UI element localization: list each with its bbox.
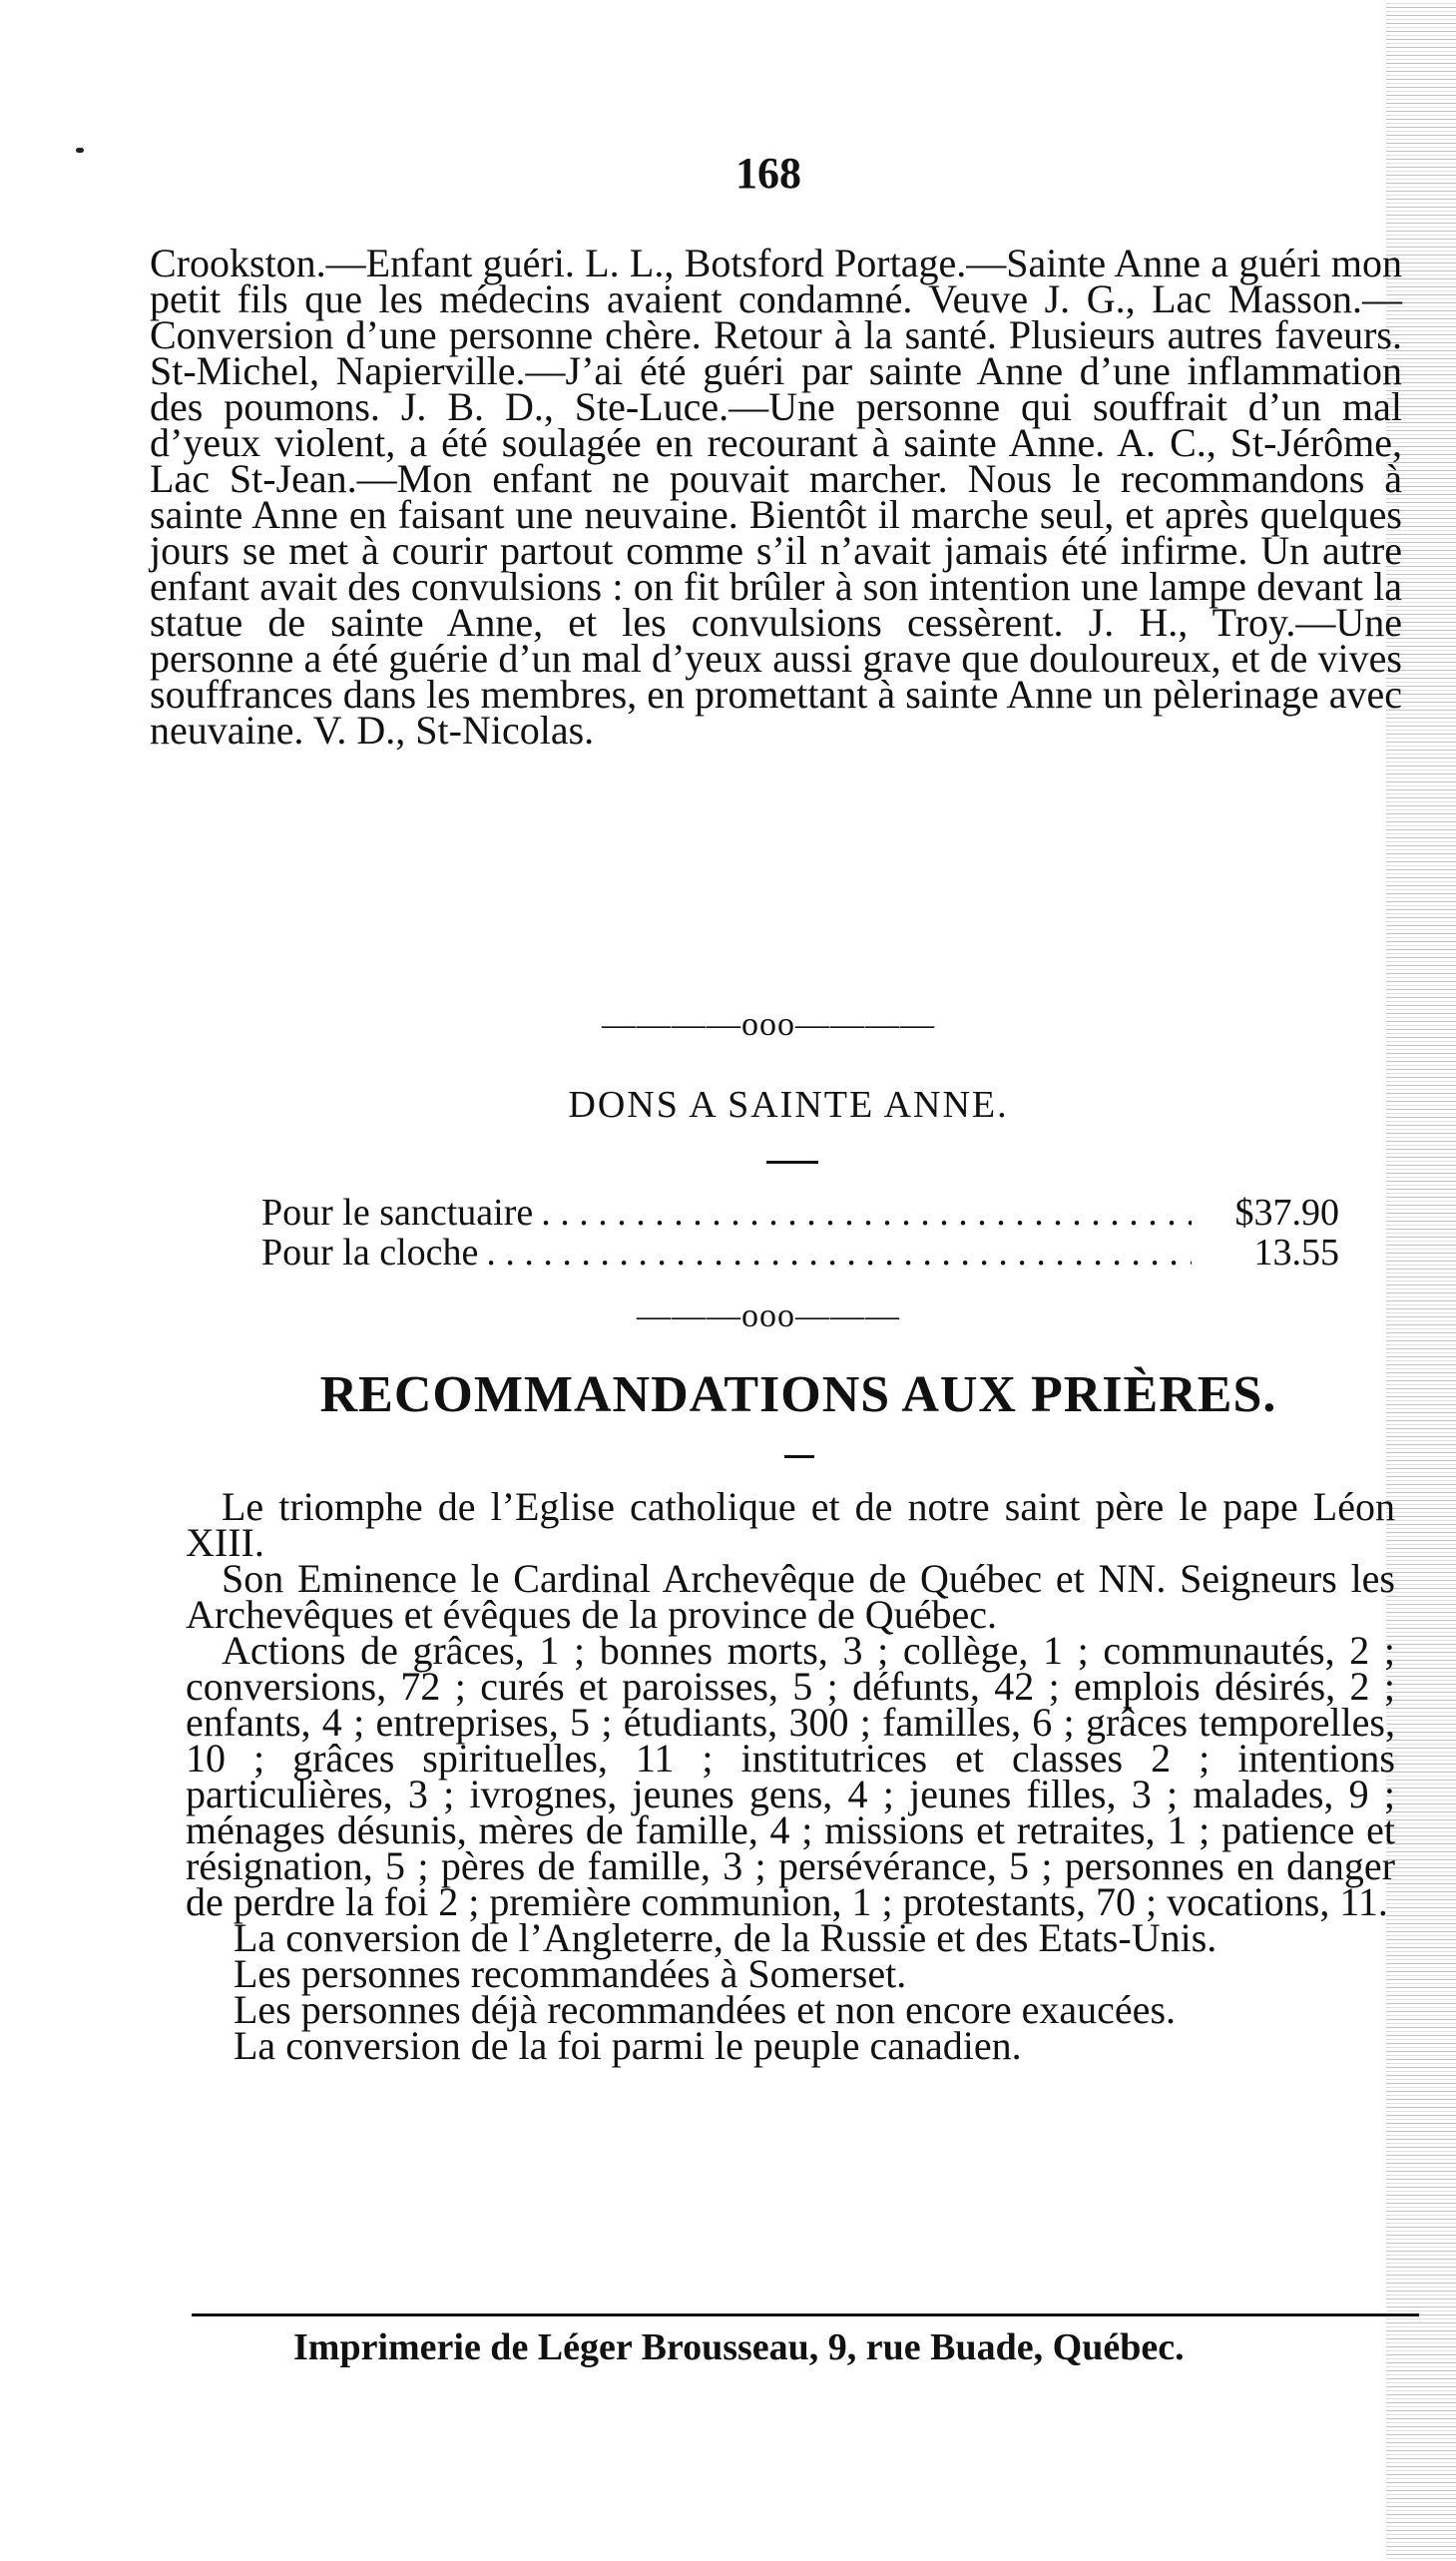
page-number: 168 xyxy=(735,149,801,198)
dons-amount: 13.55 xyxy=(1253,1232,1339,1274)
separator-ornament: ———ooo——— xyxy=(637,1297,900,1334)
leader-dots xyxy=(486,1233,1192,1273)
recommandation-paragraph: La conversion de l’Angleterre, de la Russie et des Etats-Unis. xyxy=(234,1915,1217,1960)
recommandations-heading: RECOMMANDATIONS AUX PRIÈRES. xyxy=(319,1366,1277,1423)
printer-imprint: Imprimerie de Léger Brousseau, 9, rue Buade, Québec. xyxy=(293,2326,1185,2368)
recommandation-paragraph: Actions de grâces, 1 ; bonnes morts, 3 ; collège, 1 ; communautés, 2 ; conversions, 72 ; curés et paroisses, 5 ; défunts, 42 ; emplois désirés, 2 ; enfants, 4 ; entreprises, 5 ; étudiants, 300 ; familles, 6 ; grâces temporelles, 10 ; grâces spirituelles, 11 ; institutrices et classes 2 ; intentions particulières, 3 ; ivrognes, jeunes gens, 4 ; jeunes filles, 3 ; malades, 9 ; ménages désunis, mères de famille, 4 ; missions et retraites, 1 ; patience et résignation, 5 ; pères de famille, 3 ; persévérance, 5 ; personnes en danger de perdre la foi 2 ; première communion, 1 ; protestants, 70 ; vocations, 11. xyxy=(186,1628,1395,1924)
testimonials-paragraph xyxy=(150,241,1402,753)
dons-row xyxy=(261,1233,1339,1273)
recommandation-paragraph: Son Eminence le Cardinal Archevêque de Québec et NN. Seigneurs les Archevêques et évêques de la province de Québec. xyxy=(186,1556,1395,1637)
recommandation-paragraph: Les personnes déjà recommandées et non encore exaucées. xyxy=(234,1987,1177,2032)
dons-label: Pour le sanctuaire xyxy=(261,1192,534,1234)
dons-amount: $37.90 xyxy=(1234,1192,1339,1234)
heading-dash xyxy=(766,1161,818,1164)
separator-ornament: ————ooo———— xyxy=(602,1006,935,1043)
dons-heading: DONS A SAINTE ANNE. xyxy=(568,1084,1009,1126)
leader-dots xyxy=(541,1193,1192,1233)
dons-row xyxy=(261,1193,1339,1233)
recommandation-paragraph: Les personnes recommandées à Somerset. xyxy=(234,1951,907,1996)
recommandation-paragraph: Le triomphe de l’Eglise catholique et de notre saint père le pape Léon XIII. xyxy=(186,1484,1395,1565)
dons-list xyxy=(261,1193,1339,1273)
testimonials-text: Crookston.—Enfant guéri. L. L., Botsford Portage.—Sainte Anne a guéri mon petit fils que les médecins avaient condamné. Veuve J. G., Lac Masson.—Conversion d’une personne chère. Retour à la santé. Plusieurs autres faveurs. St-Michel, Napierville.—J’ai été guéri par sainte Anne d’une inflammation des poumons. J. B. D., Ste-Luce.—Une personne qui souffrait d’un mal d’yeux violent, a été soulagée en recourant à sainte Anne. A. C., St-Jérôme, Lac St-Jean.—Mon enfant ne pouvait marcher. Nous le recommandons à sainte Anne en faisant une neuvaine. Bientôt il marche seul, et après quelques jours se met à courir partout comme s’il n’avait jamais été infirme. Un autre enfant avait des convulsions : on fit brûler à son intention une lampe devant la statue de sainte Anne, et les convulsions cessèrent. J. H., Troy.—Une personne a été guérie d’un mal d’yeux aussi grave que douloureux, et de vives souffrances dans les membres, en promettant à sainte Anne un pèlerinage avec neuvaine. V. D., St-Nicolas. xyxy=(150,241,1402,753)
footer-rule xyxy=(192,2313,1419,2316)
recommandations-body xyxy=(186,1484,1395,2068)
dons-label: Pour la cloche xyxy=(261,1232,479,1274)
recommandation-paragraph: La conversion de la foi parmi le peuple canadien. xyxy=(234,2023,1022,2068)
heading-dash xyxy=(784,1455,814,1458)
